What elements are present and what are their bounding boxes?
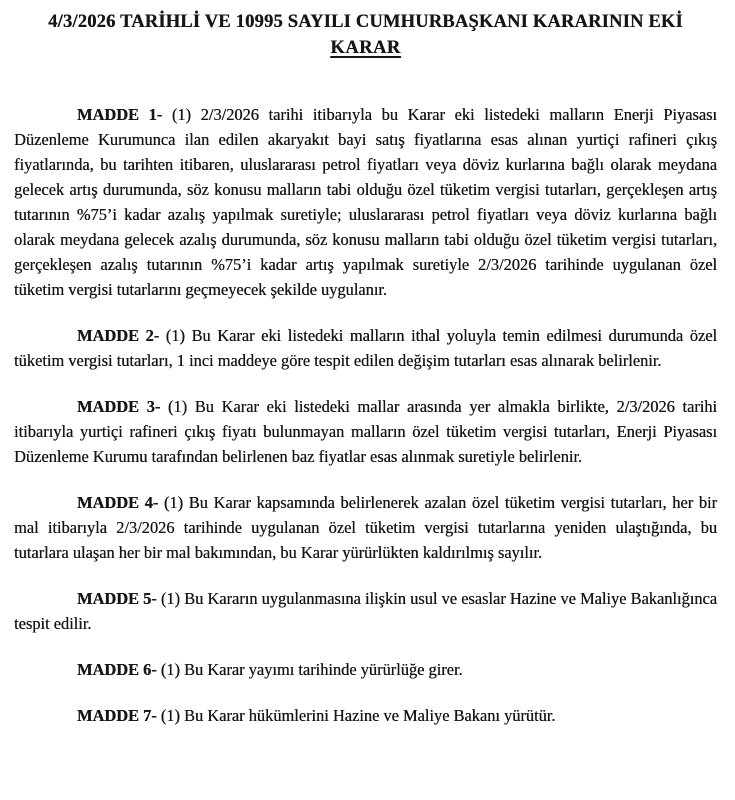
article-7-label: MADDE 7- <box>77 706 157 725</box>
article-madde-6 <box>14 657 717 682</box>
article-7-text: (1) Bu Karar hükümlerini Hazine ve Maliye Bakanı yürütür. <box>160 706 556 725</box>
article-madde-4 <box>14 490 717 565</box>
article-6-text: (1) Bu Karar yayımı tarihinde yürürlüğe girer. <box>160 660 463 679</box>
decree-title: 4/3/2026 TARİHLİ VE 10995 SAYILI CUMHURBAŞKANI KARARININ EKİ <box>48 12 683 32</box>
article-2-label: MADDE 2- <box>77 326 160 345</box>
articles-section <box>14 102 717 728</box>
article-3-text: (1) Bu Karar eki listedeki mallar arasında yer almakla birlikte, 2/3/2026 tarihi itibarıyla yurtiçi rafineri çıkış fiyatı bulunmayan malların özel tüketim vergisi tutarları, Enerji Piyasası Düzenleme Kurumu tarafından belirlenen baz fiyatlar esas alınmak suretiyle belirlenir. <box>14 397 717 466</box>
article-4-text: (1) Bu Karar kapsamında belirlenerek azalan özel tüketim vergisi tutarları, her bir mal itibarıyla 2/3/2026 tarihinde uygulanan özel tüketim vergisi tutarlarına yeniden ulaştığında, bu tutarlara ulaşan her bir mal bakımından, bu Karar yürürlükten kaldırılmış sayılır. <box>14 493 717 562</box>
decree-subtitle-text: KARAR <box>330 38 401 58</box>
article-madde-5 <box>14 586 717 636</box>
article-madde-3 <box>14 394 717 469</box>
article-3-label: MADDE 3- <box>77 397 161 416</box>
article-madde-2 <box>14 323 717 373</box>
article-4-label: MADDE 4- <box>77 493 159 512</box>
decree-subtitle <box>14 35 717 61</box>
article-madde-1 <box>14 102 717 302</box>
article-madde-7 <box>14 703 717 728</box>
article-1-text: (1) 2/3/2026 tarihi itibarıyla bu Karar eki listedeki malların Enerji Piyasası Düzenleme Kurumunca ilan edilen akaryakıt bayi satış fiyatlarına esas alınan yurtiçi rafineri çıkış fiyatlarında, bu tarihten itibaren, uluslararası petrol fiyatları veya döviz kurlarına bağlı olarak meydana gelecek artış durumunda, söz konusu malların tabi olduğu özel tüketim vergisi tutarları, gerçekleşen artış tutarının %75’i kadar azalış yapılmak suretiyle; uluslararası petrol fiyatları veya döviz kurlarına bağlı olarak meydana gelecek azalış durumunda, söz konusu malların tabi olduğu özel tüketim vergisi tutarları, gerçekleşen azalış tutarının %75’i kadar artış yapılmak suretiyle 2/3/2026 tarihinde uygulanan özel tüketim vergisi tutarlarını geçmeyecek şekilde uygulanır. <box>14 105 717 299</box>
article-5-text: (1) Bu Kararın uygulanmasına ilişkin usul ve esaslar Hazine ve Maliye Bakanlığınca tespit edilir. <box>14 589 717 633</box>
article-6-label: MADDE 6- <box>77 660 157 679</box>
article-1-label: MADDE 1- <box>77 105 163 124</box>
article-2-text: (1) Bu Karar eki listedeki malların ithal yoluyla temin edilmesi durumunda özel tüketim vergisi tutarları, 1 inci maddeye göre tespit edilen değişim tutarları esas alınarak belirlenir. <box>14 326 717 370</box>
article-5-label: MADDE 5- <box>77 589 157 608</box>
